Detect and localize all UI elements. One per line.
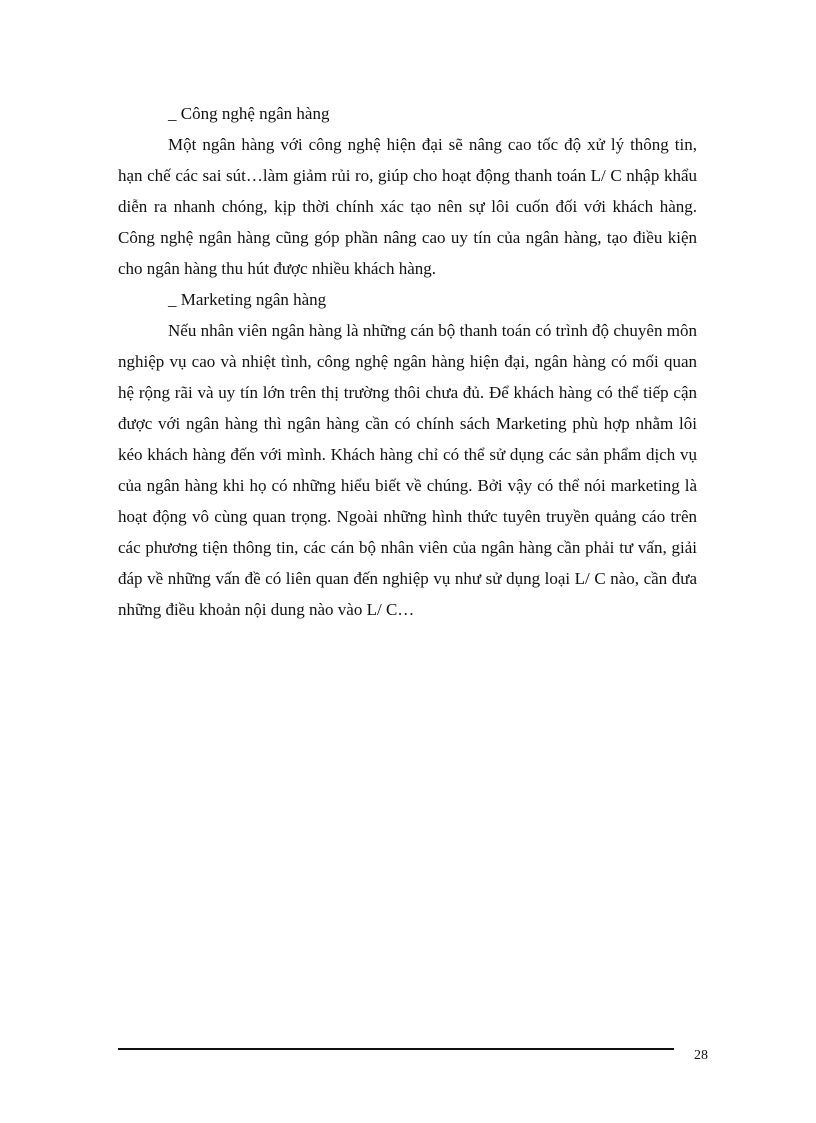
section-heading-technology: _ Công nghệ ngân hàng — [168, 104, 330, 123]
body-text — [118, 98, 697, 625]
footer-divider — [118, 1048, 674, 1050]
paragraph-marketing: Nếu nhân viên ngân hàng là những cán bộ thanh toán có trình độ chuyên môn nghiệp vụ cao và nhiệt tình, công nghệ ngân hàng hiện đại, ngân hàng có mối quan hệ rộng rãi và uy tín lớn trên thị trường thôi chưa đủ. Để khách hàng có thể tiếp cận được với ngân hàng thì ngân hàng cần có chính sách Marketing phù hợp nhằm lôi kéo khách hàng đến với mình. Khách hàng chỉ có thể sử dụng các sản phẩm dịch vụ của ngân hàng khi họ có những hiểu biết về chúng. Bởi vậy có thể nói marketing là hoạt động vô cùng quan trọng. Ngoài những hình thức tuyên truyền quảng cáo trên các phương tiện thông tin, các cán bộ nhân viên của ngân hàng cần phải tư vấn, giải đáp về những vấn đề có liên quan đến nghiệp vụ như sử dụng loại L/ C nào, cần đưa những điều khoản nội dung nào vào L/ C… — [118, 321, 697, 619]
section-heading-marketing: _ Marketing ngân hàng — [168, 290, 327, 309]
paragraph-technology: Một ngân hàng với công nghệ hiện đại sẽ nâng cao tốc độ xử lý thông tin, hạn chế các sai sút…làm giảm rủi ro, giúp cho hoạt động thanh toán L/ C nhập khẩu diễn ra nhanh chóng, kịp thời chính xác tạo nên sự lôi cuốn đối với khách hàng. Công nghệ ngân hàng cũng góp phần nâng cao uy tín của ngân hàng, tạo điều kiện cho ngân hàng thu hút được nhiều khách hàng. — [118, 135, 697, 278]
page-number: 28 — [694, 1048, 708, 1063]
